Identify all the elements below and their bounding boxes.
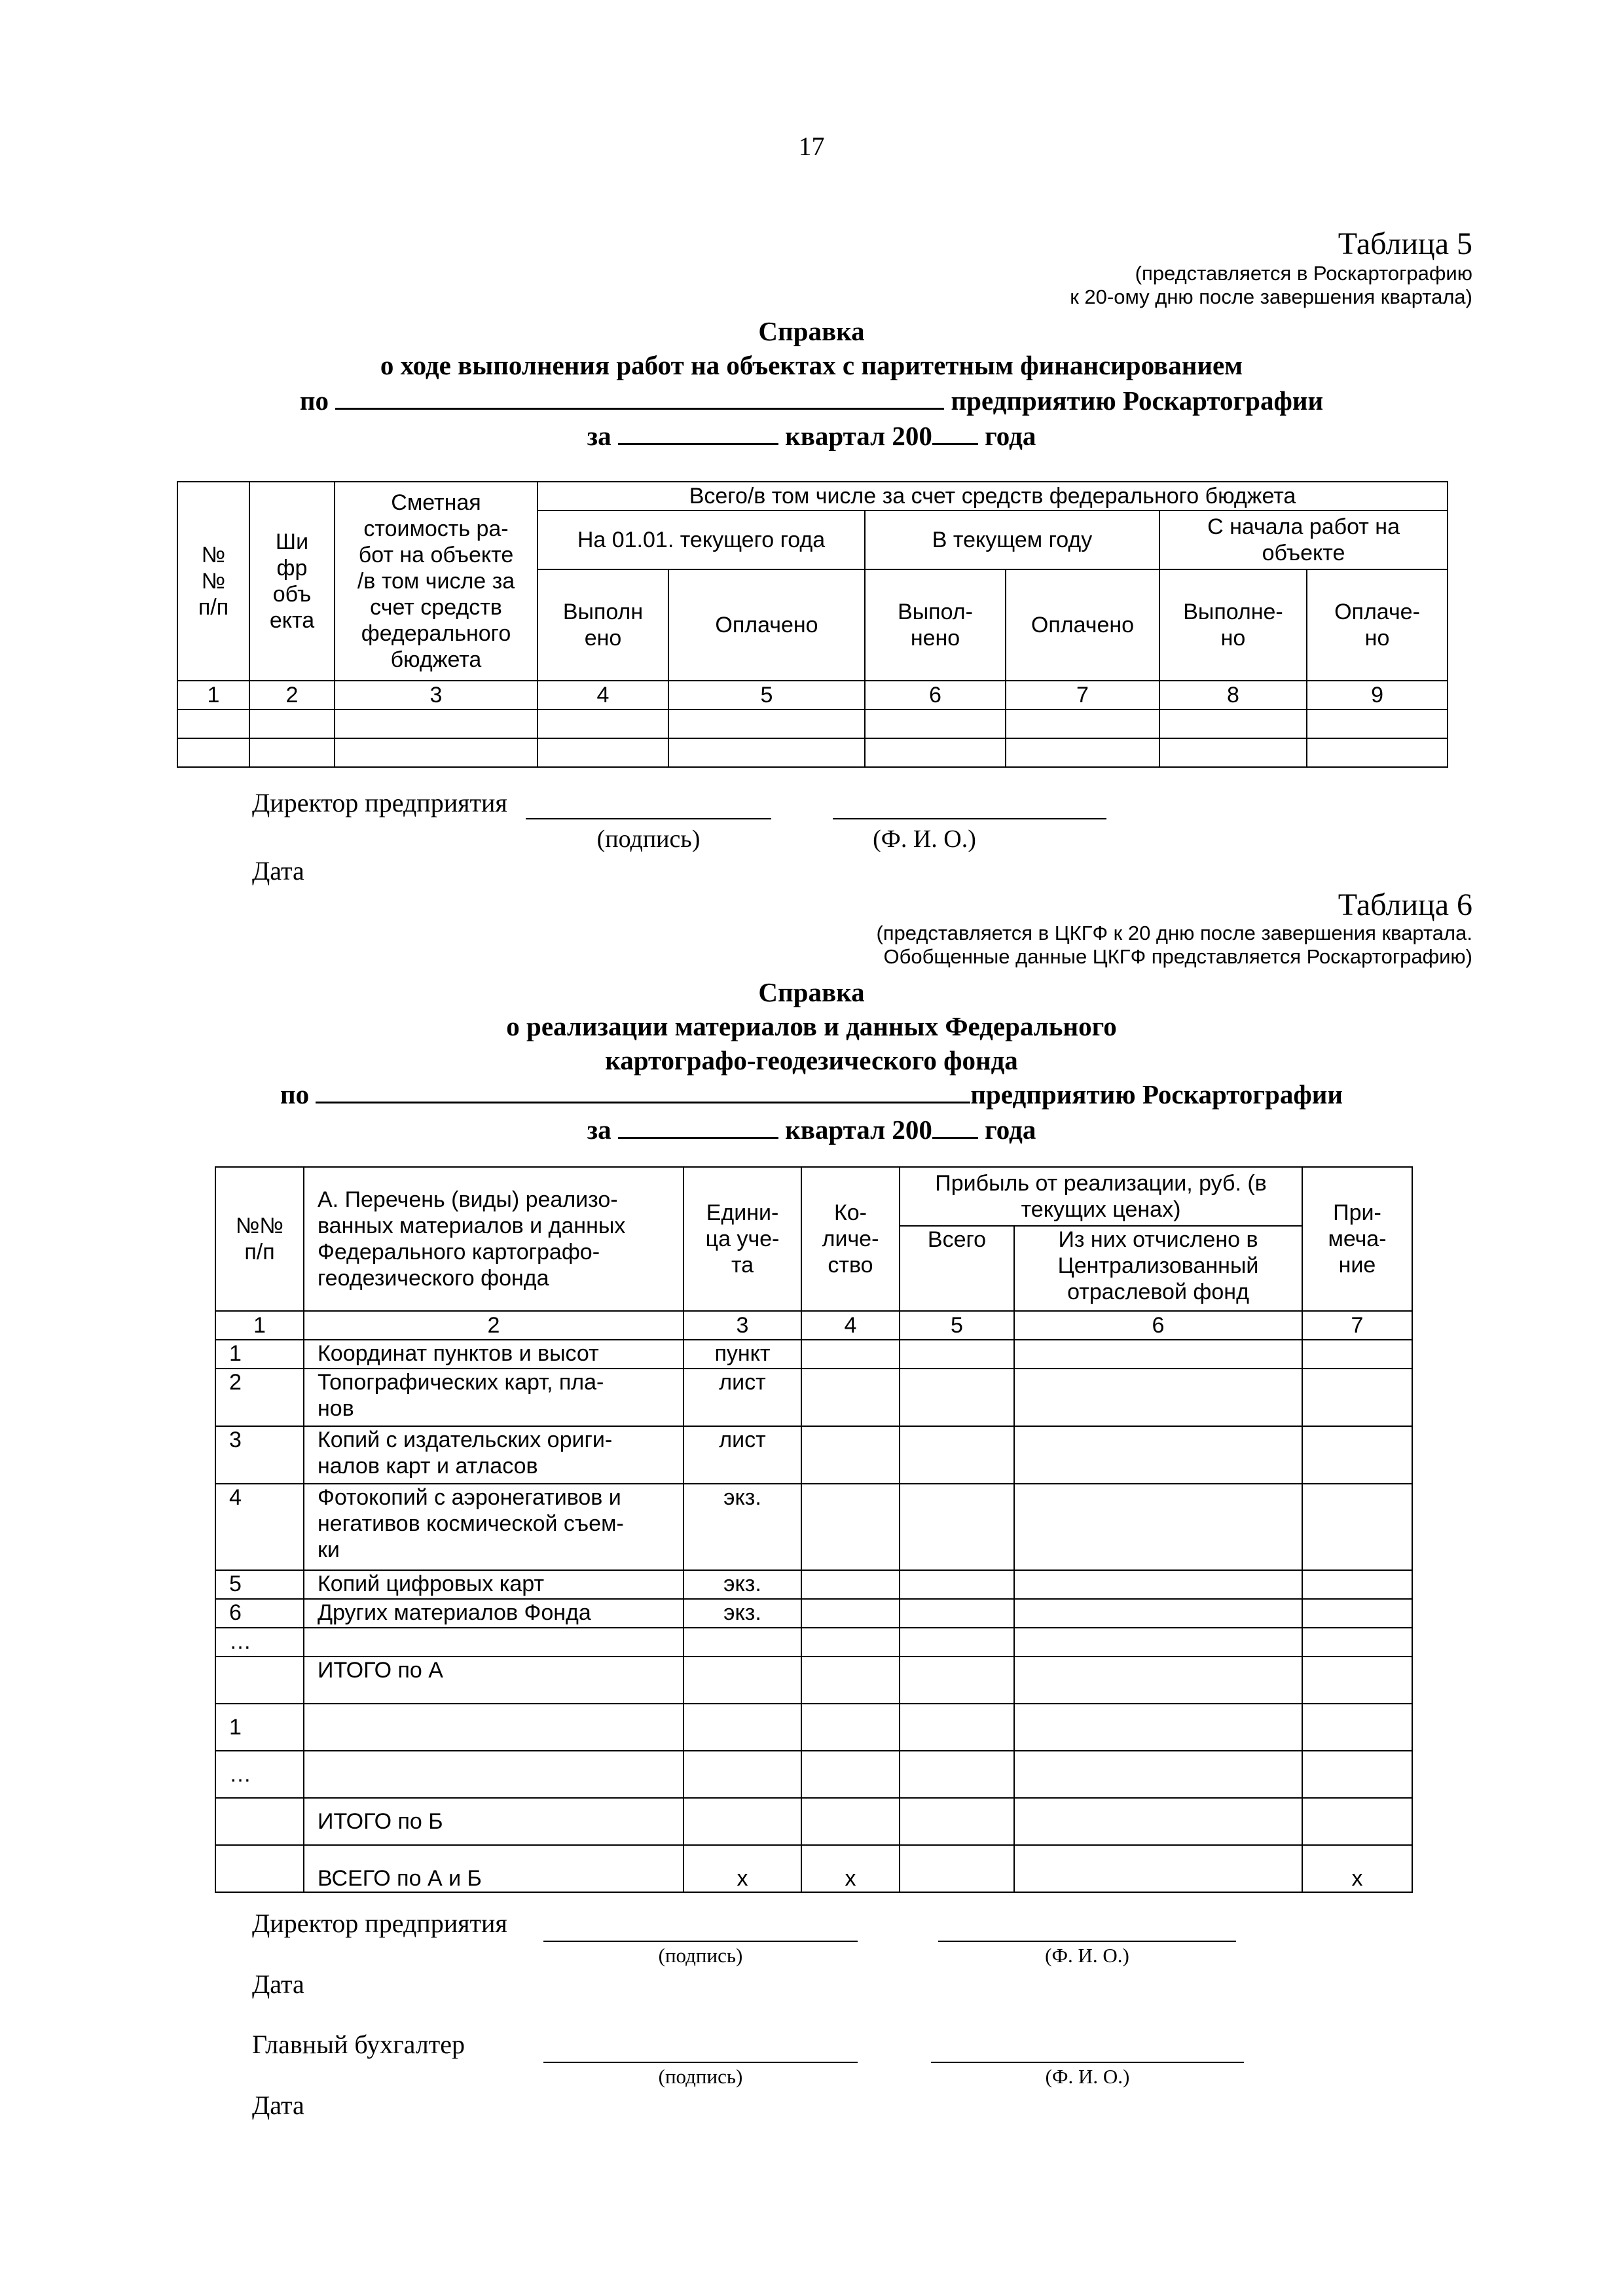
table5-za-line	[0, 418, 1623, 454]
row-unit: пункт	[684, 1340, 801, 1369]
table6-po-suffix: предприятию Роскартографии	[970, 1079, 1343, 1109]
table5-colnum: 8	[1159, 681, 1307, 709]
table6-grid	[215, 1166, 1413, 1893]
row-unit: экз.	[684, 1599, 801, 1628]
table5-subtitle: о ходе выполнения работ на объектах с паритетным финансированием	[380, 350, 1243, 380]
row-note[interactable]	[1302, 1751, 1412, 1798]
row-qty[interactable]	[801, 1704, 900, 1751]
row-number: …	[215, 1628, 304, 1657]
table6-za-suffix: года	[985, 1115, 1036, 1145]
row-number: 1	[215, 1704, 304, 1751]
row-number	[215, 1845, 304, 1892]
row-fund[interactable]	[1014, 1628, 1302, 1657]
table5-header-paid-2: Оплачено	[1006, 569, 1159, 681]
table6-colnum: 4	[801, 1311, 900, 1340]
row-total[interactable]	[900, 1657, 1014, 1704]
table6-director-label: Директор предприятия	[252, 1909, 507, 1938]
row-fund[interactable]	[1014, 1426, 1302, 1484]
row-name: Координат пунктов и высот	[304, 1340, 684, 1369]
row-fund[interactable]	[1014, 1599, 1302, 1628]
row-total[interactable]	[900, 1599, 1014, 1628]
table5-header-paid-3: Оплаче- но	[1307, 569, 1448, 681]
table5-za-middle: квартал 200	[785, 421, 932, 451]
table6-colnum: 6	[1014, 1311, 1302, 1340]
table5-header-group-all: Всего/в том числе за счет средств федерального бюджета	[538, 482, 1448, 511]
row-qty: х	[801, 1845, 900, 1892]
table6-po-line	[0, 1076, 1623, 1113]
row-qty[interactable]	[801, 1340, 900, 1369]
row-unit: экз.	[684, 1570, 801, 1599]
table6-colnum: 1	[215, 1311, 304, 1340]
row-qty[interactable]	[801, 1798, 900, 1845]
table5-colnum: 2	[249, 681, 335, 709]
table5-director-label: Директор предприятия	[252, 788, 507, 817]
table5-cell[interactable]	[1159, 709, 1307, 738]
table5-cell[interactable]	[1006, 709, 1159, 738]
row-unit	[684, 1798, 801, 1845]
table5-header-estimate: Сметная стоимость ра- бот на объекте /в том числе за счет средств федерального бюджета	[335, 482, 538, 681]
table5-za-suffix: года	[985, 421, 1036, 451]
row-name: Копий с издательских ориги- налов карт и атласов	[304, 1426, 684, 1484]
table5-cell[interactable]	[1307, 738, 1448, 767]
table5-colnum: 6	[865, 681, 1006, 709]
row-qty[interactable]	[801, 1426, 900, 1484]
table-row	[215, 1340, 1412, 1369]
row-qty[interactable]	[801, 1484, 900, 1570]
row-fund[interactable]	[1014, 1798, 1302, 1845]
row-unit: экз.	[684, 1484, 801, 1570]
table5-year-blank[interactable]	[932, 420, 978, 445]
table5-enterprise-blank[interactable]	[335, 384, 944, 410]
row-name: ВСЕГО по А и Б	[304, 1845, 684, 1892]
table5-quarter-blank[interactable]	[618, 420, 778, 445]
row-note[interactable]	[1302, 1704, 1412, 1751]
row-note[interactable]	[1302, 1599, 1412, 1628]
row-fund[interactable]	[1014, 1751, 1302, 1798]
row-name	[304, 1628, 684, 1657]
row-note[interactable]	[1302, 1570, 1412, 1599]
table5-cell[interactable]	[865, 738, 1006, 767]
row-note[interactable]	[1302, 1369, 1412, 1426]
row-total[interactable]	[900, 1426, 1014, 1484]
row-fund[interactable]	[1014, 1845, 1302, 1892]
table5-cell[interactable]	[1307, 709, 1448, 738]
table6-director-sign-caption: (подпись)	[658, 1944, 743, 1967]
row-name: Копий цифровых карт	[304, 1570, 684, 1599]
table5-title: Справка	[758, 316, 865, 346]
row-number: …	[215, 1751, 304, 1798]
table5-fio-caption: (Ф. И. О.)	[873, 825, 976, 853]
table5-cell[interactable]	[177, 738, 249, 767]
row-name: Топографических карт, пла- нов	[304, 1369, 684, 1426]
row-fund[interactable]	[1014, 1484, 1302, 1570]
row-unit	[684, 1751, 801, 1798]
table-row	[215, 1657, 1412, 1704]
row-name: Фотокопий с аэронегативов и негативов космической съем- ки	[304, 1484, 684, 1570]
table5-po-prefix: по	[299, 386, 329, 416]
table6-header-total: Всего	[900, 1226, 1014, 1311]
page-number: 17	[798, 132, 825, 161]
table-row	[215, 1751, 1412, 1798]
table6-label: Таблица 6	[1338, 888, 1472, 922]
row-note[interactable]	[1302, 1628, 1412, 1657]
table6-colnum: 2	[304, 1311, 684, 1340]
table6-director-fio-caption: (Ф. И. О.)	[1045, 1944, 1129, 1967]
table6-za-middle: квартал 200	[785, 1115, 932, 1145]
table6-accountant-label: Главный бухгалтер	[252, 2030, 465, 2059]
row-qty[interactable]	[801, 1751, 900, 1798]
table-row	[215, 1845, 1412, 1892]
row-qty[interactable]	[801, 1369, 900, 1426]
row-total[interactable]	[900, 1628, 1014, 1657]
row-name	[304, 1704, 684, 1751]
table5-header-code: Ши фр объ екта	[249, 482, 335, 681]
row-name: Других материалов Фонда	[304, 1599, 684, 1628]
table5-po-suffix: предприятию Роскартографии	[951, 386, 1324, 416]
row-unit	[684, 1704, 801, 1751]
table5-header-group-c: С начала работ на объекте	[1159, 511, 1448, 569]
table5-colnum: 9	[1307, 681, 1448, 709]
table6-za-prefix: за	[587, 1115, 611, 1145]
row-number	[215, 1657, 304, 1704]
table5-header-num: № № п/п	[177, 482, 249, 681]
row-note[interactable]	[1302, 1426, 1412, 1484]
row-fund[interactable]	[1014, 1369, 1302, 1426]
table5-cell[interactable]	[668, 738, 865, 767]
row-total[interactable]	[900, 1704, 1014, 1751]
table5-grid	[177, 481, 1448, 768]
table5-note-line-1: (представляется в Роскартографию	[1135, 262, 1472, 285]
table-row	[215, 1599, 1412, 1628]
row-number: 6	[215, 1599, 304, 1628]
table6-note-line-2: Обобщенные данные ЦКГФ представляется Роскартографию)	[883, 945, 1472, 968]
table5-po-line	[0, 382, 1623, 419]
table6-director-fio-line[interactable]	[938, 1941, 1236, 1942]
row-qty[interactable]	[801, 1599, 900, 1628]
table5-label: Таблица 5	[1338, 226, 1472, 261]
table5-colnum: 7	[1006, 681, 1159, 709]
table5-empty-row	[177, 709, 1448, 738]
row-unit: лист	[684, 1369, 801, 1426]
table6-colnum: 3	[684, 1311, 801, 1340]
table6-note-line-1: (представляется в ЦКГФ к 20 дню после завершения квартала.	[876, 922, 1472, 944]
table6-accountant-fio-caption: (Ф. И. О.)	[1045, 2065, 1130, 2088]
table5-header-done-1: Выполн ено	[538, 569, 668, 681]
table5-empty-row	[177, 738, 1448, 767]
table5-note	[1070, 262, 1472, 309]
table5-colnum: 4	[538, 681, 668, 709]
row-number: 4	[215, 1484, 304, 1570]
table5-date-label: Дата	[252, 856, 304, 886]
table5-za-prefix: за	[587, 421, 611, 451]
row-total[interactable]	[900, 1484, 1014, 1570]
table5-header-done-2: Выпол- нено	[865, 569, 1006, 681]
row-note[interactable]	[1302, 1798, 1412, 1845]
table5-header-group-a: На 01.01. текущего года	[538, 511, 865, 569]
row-name: ИТОГО по А	[304, 1657, 684, 1704]
row-total[interactable]	[900, 1369, 1014, 1426]
table-row	[215, 1426, 1412, 1484]
table5-cell[interactable]	[335, 709, 538, 738]
table5-header-group-b: В текущем году	[865, 511, 1159, 569]
table6-accountant-signature-line[interactable]	[543, 2062, 858, 2063]
row-note: х	[1302, 1845, 1412, 1892]
row-fund[interactable]	[1014, 1340, 1302, 1369]
table6-header-list: А. Перечень (виды) реализо- ванных материалов и данных Федерального картографо- геодезического фонда	[304, 1167, 684, 1311]
row-name: ИТОГО по Б	[304, 1798, 684, 1845]
row-unit: х	[684, 1845, 801, 1892]
table-row	[215, 1628, 1412, 1657]
table5-cell[interactable]	[177, 709, 249, 738]
table6-year-blank[interactable]	[932, 1113, 978, 1139]
row-total[interactable]	[900, 1340, 1014, 1369]
table6-title: Справка	[758, 977, 865, 1007]
table6-header-profit: Прибыль от реализации, руб. (в текущих ценах)	[900, 1167, 1302, 1226]
table5-colnum: 5	[668, 681, 865, 709]
table6-za-line	[0, 1111, 1623, 1148]
row-qty[interactable]	[801, 1570, 900, 1599]
row-number	[215, 1798, 304, 1845]
table-row	[215, 1484, 1412, 1570]
row-note[interactable]	[1302, 1657, 1412, 1704]
row-fund[interactable]	[1014, 1570, 1302, 1599]
row-name	[304, 1751, 684, 1798]
table6-accountant-sign-caption: (подпись)	[658, 2065, 743, 2088]
table6-note	[876, 922, 1472, 969]
row-number: 5	[215, 1570, 304, 1599]
row-unit	[684, 1657, 801, 1704]
table6-po-prefix: по	[280, 1079, 310, 1109]
row-unit: лист	[684, 1426, 801, 1484]
table6-header-unit: Едини- ца уче- та	[684, 1167, 801, 1311]
table5-cell[interactable]	[335, 738, 538, 767]
table6-colnum: 7	[1302, 1311, 1412, 1340]
table5-fio-line[interactable]	[833, 818, 1106, 819]
row-number: 1	[215, 1340, 304, 1369]
table6-header-num: №№ п/п	[215, 1167, 304, 1311]
table6-header-qty: Ко- личе- ство	[801, 1167, 900, 1311]
table5-colnum: 3	[335, 681, 538, 709]
table6-director-signature-line[interactable]	[543, 1941, 858, 1942]
table6-header-note: При- меча- ние	[1302, 1167, 1412, 1311]
row-fund[interactable]	[1014, 1657, 1302, 1704]
table5-cell[interactable]	[668, 709, 865, 738]
table6-header-fund: Из них отчислено в Централизованный отраслевой фонд	[1014, 1226, 1302, 1311]
row-fund[interactable]	[1014, 1704, 1302, 1751]
table-row	[215, 1704, 1412, 1751]
row-note[interactable]	[1302, 1340, 1412, 1369]
table5-cell[interactable]	[538, 738, 668, 767]
table5-header-paid-1: Оплачено	[668, 569, 865, 681]
table5-cell[interactable]	[249, 709, 335, 738]
table5-sign-caption: (подпись)	[596, 825, 701, 853]
table5-cell[interactable]	[1159, 738, 1307, 767]
row-qty[interactable]	[801, 1657, 900, 1704]
table6-subtitle-line-2: картографо-геодезического фонда	[605, 1045, 1018, 1075]
table6-quarter-blank[interactable]	[618, 1113, 778, 1139]
row-note[interactable]	[1302, 1484, 1412, 1570]
table-row	[215, 1570, 1412, 1599]
table5-cell[interactable]	[865, 709, 1006, 738]
row-number: 2	[215, 1369, 304, 1426]
row-total[interactable]	[900, 1798, 1014, 1845]
row-total[interactable]	[900, 1845, 1014, 1892]
table6-director-date-label: Дата	[252, 1969, 304, 1999]
row-qty[interactable]	[801, 1628, 900, 1657]
table5-cell[interactable]	[1006, 738, 1159, 767]
row-unit	[684, 1628, 801, 1657]
table5-cell[interactable]	[249, 738, 335, 767]
table6-enterprise-blank[interactable]	[316, 1078, 970, 1103]
table5-cell[interactable]	[538, 709, 668, 738]
table6-colnum: 5	[900, 1311, 1014, 1340]
row-total[interactable]	[900, 1751, 1014, 1798]
table5-header-done-3: Выполне- но	[1159, 569, 1307, 681]
table6-accountant-fio-line[interactable]	[931, 2062, 1244, 2063]
table5-note-line-2: к 20-ому дню после завершения квартала)	[1070, 285, 1472, 308]
table6-subtitle-line-1: о реализации материалов и данных Федерального	[506, 1011, 1117, 1041]
table-row	[215, 1369, 1412, 1426]
row-total[interactable]	[900, 1570, 1014, 1599]
table-row	[215, 1798, 1412, 1845]
table6-accountant-date-label: Дата	[252, 2090, 304, 2120]
table5-signature-line[interactable]	[526, 818, 771, 819]
table5-colnum: 1	[177, 681, 249, 709]
row-number: 3	[215, 1426, 304, 1484]
